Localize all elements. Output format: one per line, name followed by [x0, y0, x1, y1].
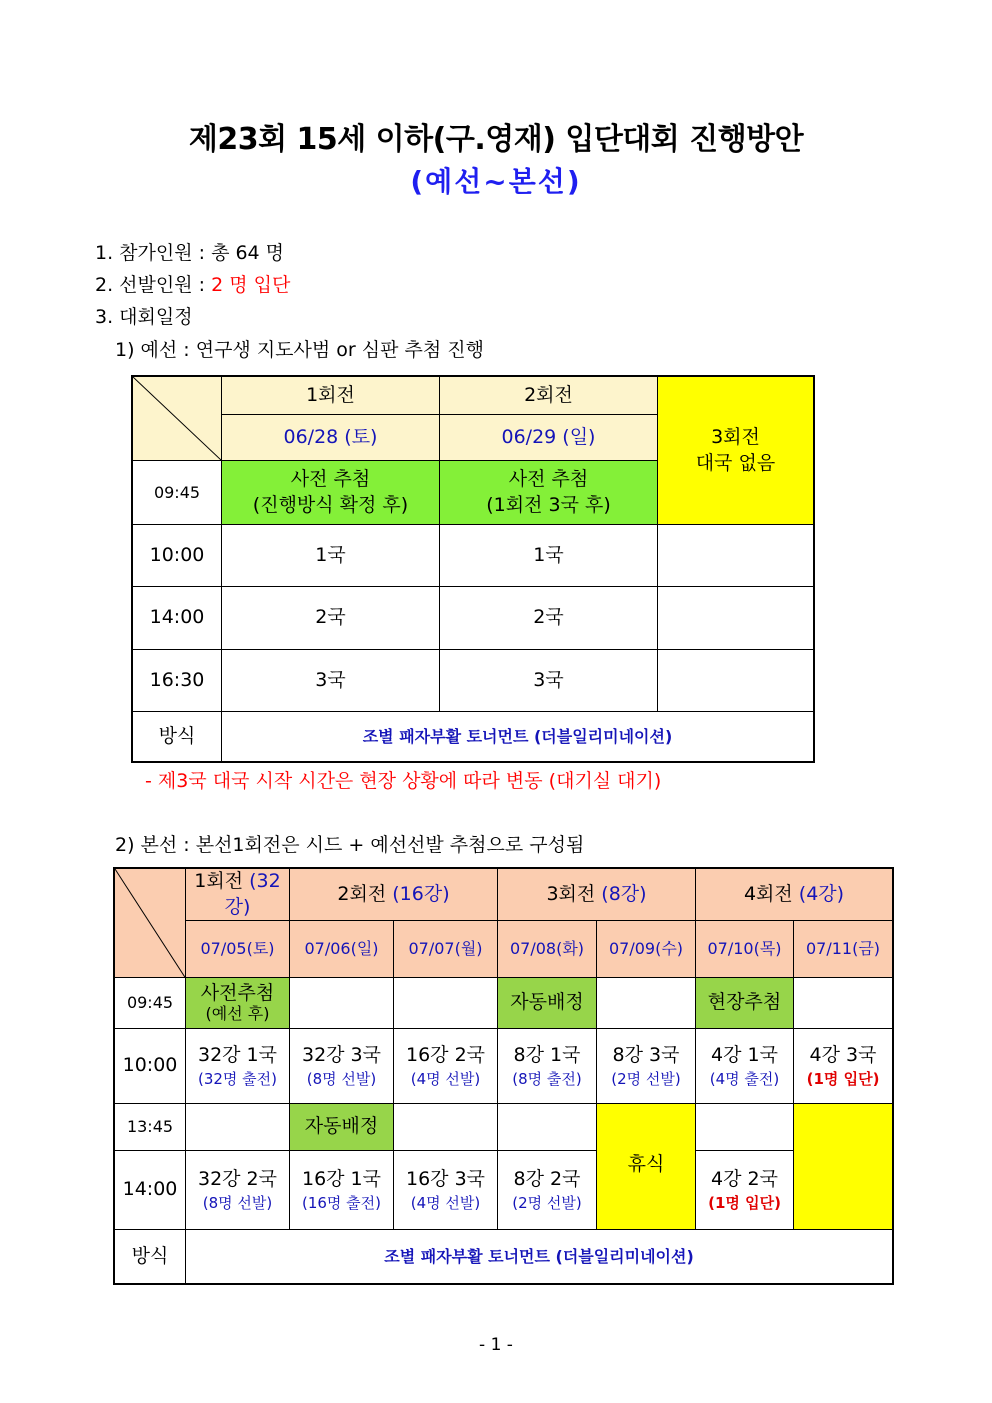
empty-cell — [658, 650, 814, 712]
main-round3-header: 3회전 (8강) — [498, 869, 696, 921]
prelim-heading: 1) 예선 : 연구생 지도사범 or 심판 추첨 진행 — [115, 339, 484, 361]
document-title: 제23회 15세 이하(구.영재) 입단대회 진행방안 — [188, 122, 804, 157]
main-heading: 2) 본선 : 본선1회전은 시드 + 예선선발 추첨으로 구성됨 — [115, 834, 585, 856]
empty-cell — [186, 1104, 290, 1151]
game-cell: 32강 3국 (8명 선발) — [290, 1029, 394, 1104]
game-cell: 8강 3국 (2명 선발) — [597, 1029, 696, 1104]
date-cell: 07/06(일) — [290, 921, 394, 978]
page-number: - 1 - — [479, 1335, 513, 1355]
selection-line — [95, 270, 290, 297]
prelim-round1-header: 1회전 — [222, 377, 440, 415]
prelim-round3-label: 3회전 — [711, 425, 760, 448]
rest-cell: 휴식 — [597, 1104, 696, 1230]
game-cell: 16강 2국 (4명 선발) — [394, 1029, 498, 1104]
time-cell: 10:00 — [133, 525, 222, 587]
empty-cell — [394, 1104, 498, 1151]
main-round4-header: 4회전 (4강) — [696, 869, 893, 921]
empty-cell — [658, 587, 814, 650]
empty-cell — [696, 1104, 794, 1151]
game-cell: 8강 1국 (8명 출전) — [498, 1029, 597, 1104]
game-cell: 8강 2국 (2명 선발) — [498, 1151, 597, 1230]
empty-yellow-cell — [794, 1104, 893, 1230]
time-cell: 14:00 — [115, 1151, 186, 1230]
prelim-draw1-note: (진행방식 확정 후) — [252, 493, 409, 516]
time-cell: 13:45 — [115, 1104, 186, 1151]
corner-cell — [115, 869, 186, 978]
game-cell: 4강 1국 (4명 출전) — [696, 1029, 794, 1104]
time-cell: 14:00 — [133, 587, 222, 650]
onsite-draw-cell: 현장추첨 — [696, 978, 794, 1029]
document-subtitle: (예선~본선) — [410, 165, 582, 198]
prelim-draw2-note: (1회전 3국 후) — [486, 493, 611, 516]
game-cell: 1국 — [222, 525, 440, 587]
schedule-line: 3. 대회일정 — [95, 306, 193, 328]
prelim-round3-cell — [658, 377, 814, 525]
date-cell: 07/08(화) — [498, 921, 597, 978]
game-cell: 4강 3국 (1명 입단) — [794, 1029, 893, 1104]
main-round1-header: 1회전 (32강) — [186, 869, 290, 921]
date-cell: 07/05(토) — [186, 921, 290, 978]
game-cell: 2국 — [222, 587, 440, 650]
selection-value: 2 명 입단 — [211, 274, 291, 296]
method-label: 방식 — [115, 1230, 186, 1284]
prelim-draw2: 사전 추첨 — [508, 467, 589, 490]
empty-cell — [394, 978, 498, 1029]
date-cell: 07/11(금) — [794, 921, 893, 978]
method-value: 조별 패자부활 토너먼트 (더블일리미네이션) — [222, 712, 814, 762]
prelim-date2: 06/29 (일) — [440, 415, 658, 461]
main-table — [114, 868, 893, 1284]
empty-cell — [794, 978, 893, 1029]
empty-cell — [498, 1104, 597, 1151]
prelim-table — [132, 376, 814, 762]
prelim-draw2-cell — [440, 461, 658, 525]
participants-line: 1. 참가인원 : 총 64 명 — [95, 242, 285, 264]
time-cell: 10:00 — [115, 1029, 186, 1104]
time-cell: 09:45 — [133, 461, 222, 525]
time-cell: 09:45 — [115, 978, 186, 1029]
method-value: 조별 패자부활 토너먼트 (더블일리미네이션) — [186, 1230, 893, 1284]
selection-label: 2. 선발인원 : — [95, 274, 206, 296]
prelim-draw1: 사전 추첨 — [290, 467, 371, 490]
date-cell: 07/10(목) — [696, 921, 794, 978]
prelim-round3-note: 대국 없음 — [695, 451, 776, 474]
game-cell: 32강 2국 (8명 선발) — [186, 1151, 290, 1230]
prelim-round2-header: 2회전 — [440, 377, 658, 415]
game-cell: 16강 1국 (16명 출전) — [290, 1151, 394, 1230]
auto-assign-cell: 자동배정 — [498, 978, 597, 1029]
prelim-date1: 06/28 (토) — [222, 415, 440, 461]
prelim-draw1-cell — [222, 461, 440, 525]
game-cell: 16강 3국 (4명 선발) — [394, 1151, 498, 1230]
date-cell: 07/07(월) — [394, 921, 498, 978]
draw-cell: 사전추첨 (예선 후) — [186, 978, 290, 1029]
game-cell: 3국 — [222, 650, 440, 712]
time-cell: 16:30 — [133, 650, 222, 712]
game-cell: 2국 — [440, 587, 658, 650]
method-label: 방식 — [133, 712, 222, 762]
empty-cell — [658, 525, 814, 587]
game-cell: 4강 2국 (1명 입단) — [696, 1151, 794, 1230]
prelim-note: - 제3국 대국 시작 시간은 현장 상황에 따라 변동 (대기실 대기) — [145, 770, 662, 792]
game-cell: 3국 — [440, 650, 658, 712]
empty-cell — [597, 978, 696, 1029]
game-cell: 1국 — [440, 525, 658, 587]
empty-cell — [290, 978, 394, 1029]
main-round2-header: 2회전 (16강) — [290, 869, 498, 921]
game-cell: 32강 1국 (32명 출전) — [186, 1029, 290, 1104]
date-cell: 07/09(수) — [597, 921, 696, 978]
corner-cell — [133, 377, 222, 461]
auto-assign-cell: 자동배정 — [290, 1104, 394, 1151]
